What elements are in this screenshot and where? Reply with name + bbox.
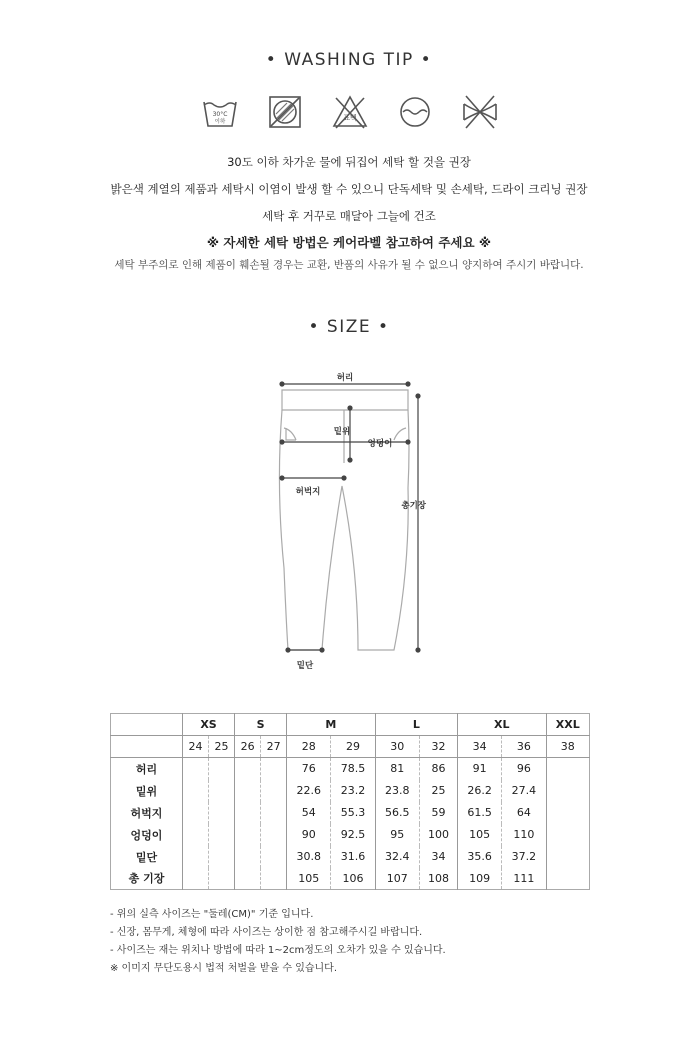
size-group-row xyxy=(111,714,590,736)
size-cell: 31.6 xyxy=(331,846,375,868)
size-cell: 95 xyxy=(375,824,419,846)
size-cell xyxy=(235,868,261,890)
group-xxl: XXL xyxy=(555,718,580,731)
label-hip: 엉덩이 xyxy=(367,439,393,449)
size-cell: 110 xyxy=(502,824,546,846)
size-25: 25 xyxy=(209,736,235,758)
size-cell xyxy=(235,824,261,846)
size-cell xyxy=(261,846,287,868)
wash-line-2: 밝은색 계열의 제품과 세탁시 이염이 발생 할 수 있으니 단독세탁 및 손세탁, 드라이 크리닝 권장 xyxy=(110,182,588,196)
label-hem: 밑단 xyxy=(296,661,314,671)
washing-tip-title: • WASHING TIP • xyxy=(265,50,433,70)
size-30: 30 xyxy=(375,736,419,758)
wash-line-1: 30도 이하 차가운 물에 뒤집어 세탁 할 것을 권장 xyxy=(227,155,471,169)
size-36: 36 xyxy=(502,736,546,758)
svg-text:표백: 표백 xyxy=(343,114,357,122)
size-cell xyxy=(235,780,261,802)
size-row-label: 허벅지 xyxy=(111,802,183,824)
size-cell: 25 xyxy=(419,780,457,802)
washing-icons xyxy=(200,92,500,132)
size-27: 27 xyxy=(261,736,287,758)
size-cell xyxy=(546,758,589,780)
hand-wash-icon xyxy=(395,92,435,132)
size-cell xyxy=(183,780,209,802)
label-rise: 밑위 xyxy=(333,427,351,437)
size-cell: 55.3 xyxy=(331,802,375,824)
size-number-row xyxy=(111,736,590,758)
size-cell: 27.4 xyxy=(502,780,546,802)
size-cell: 26.2 xyxy=(458,780,502,802)
size-cell xyxy=(261,868,287,890)
size-cell xyxy=(209,780,235,802)
note-3: - 사이즈는 재는 위치나 방법에 따라 1~2cm정도의 오차가 있을 수 있습니다. xyxy=(110,945,446,956)
corner-cell-2 xyxy=(111,736,183,758)
size-row-label: 총 기장 xyxy=(111,868,183,890)
size-cell: 23.2 xyxy=(331,780,375,802)
svg-text:30°C: 30°C xyxy=(212,111,228,118)
size-cell: 96 xyxy=(502,758,546,780)
size-cell: 56.5 xyxy=(375,802,419,824)
size-cell xyxy=(235,846,261,868)
size-cell: 92.5 xyxy=(331,824,375,846)
size-cell xyxy=(546,780,589,802)
size-32: 32 xyxy=(419,736,457,758)
svg-text:이하: 이하 xyxy=(214,119,226,125)
size-cell: 22.6 xyxy=(287,780,331,802)
size-cell xyxy=(261,758,287,780)
size-cell: 107 xyxy=(375,868,419,890)
group-xs: XS xyxy=(183,714,235,736)
size-row-label: 밑단 xyxy=(111,846,183,868)
note-4: ※ 이미지 무단도용시 법적 처벌을 받을 수 있습니다. xyxy=(110,963,338,974)
size-cell xyxy=(183,824,209,846)
size-cell: 23.8 xyxy=(375,780,419,802)
size-row xyxy=(111,758,590,780)
size-cell: 30.8 xyxy=(287,846,331,868)
size-cell: 54 xyxy=(287,802,331,824)
size-cell xyxy=(183,868,209,890)
no-iron-icon xyxy=(460,92,500,132)
size-row xyxy=(111,824,590,846)
label-waist: 허리 xyxy=(336,373,354,383)
group-xl: XL xyxy=(458,714,547,736)
size-cell xyxy=(209,846,235,868)
size-28: 28 xyxy=(287,736,331,758)
size-cell: 91 xyxy=(458,758,502,780)
size-cell xyxy=(546,846,589,868)
size-cell: 105 xyxy=(458,824,502,846)
size-cell: 59 xyxy=(419,802,457,824)
size-cell xyxy=(261,824,287,846)
size-34: 34 xyxy=(458,736,502,758)
size-cell xyxy=(209,802,235,824)
size-row xyxy=(111,802,590,824)
size-cell xyxy=(183,846,209,868)
size-row xyxy=(111,846,590,868)
size-title: • SIZE • xyxy=(308,317,390,337)
size-cell xyxy=(546,802,589,824)
size-row-label: 밑위 xyxy=(111,780,183,802)
no-tumble-dry-icon xyxy=(265,92,305,132)
size-cell: 86 xyxy=(419,758,457,780)
size-cell xyxy=(235,758,261,780)
size-cell xyxy=(183,758,209,780)
size-cell: 105 xyxy=(287,868,331,890)
size-cell: 76 xyxy=(287,758,331,780)
size-row-label: 엉덩이 xyxy=(111,824,183,846)
size-cell: 90 xyxy=(287,824,331,846)
size-cell xyxy=(546,868,589,890)
group-s: S xyxy=(235,714,287,736)
corner-cell xyxy=(111,714,183,736)
group-l: L xyxy=(375,714,457,736)
size-cell: 35.6 xyxy=(458,846,502,868)
size-table-body xyxy=(111,758,590,890)
size-cell xyxy=(235,802,261,824)
wash-line-3: 세탁 후 거꾸로 매달아 그늘에 건조 xyxy=(262,209,436,223)
size-cell: 64 xyxy=(502,802,546,824)
wash-30-icon xyxy=(200,92,240,132)
size-cell: 111 xyxy=(502,868,546,890)
size-cell: 108 xyxy=(419,868,457,890)
wash-disclaimer: 세탁 부주의로 인해 제품이 훼손될 경우는 교환, 반품의 사유가 될 수 없으니 양지하여 주시기 바랍니다. xyxy=(114,259,584,271)
size-cell: 81 xyxy=(375,758,419,780)
size-cell xyxy=(209,868,235,890)
label-length: 총기장 xyxy=(401,501,426,511)
size-24: 24 xyxy=(183,736,209,758)
size-notes xyxy=(110,908,590,980)
size-cell xyxy=(209,824,235,846)
size-cell: 109 xyxy=(458,868,502,890)
size-cell: 78.5 xyxy=(331,758,375,780)
note-2: - 신장, 몸무게, 체형에 따라 사이즈는 상이한 점 참고해주시길 바랍니다. xyxy=(110,927,423,938)
size-cell: 34 xyxy=(419,846,457,868)
size-cell xyxy=(209,758,235,780)
size-38: 38 xyxy=(560,740,575,753)
note-1: - 위의 실측 사이즈는 "둘레(CM)" 기준 입니다. xyxy=(110,909,314,920)
size-row-label: 허리 xyxy=(111,758,183,780)
no-bleach-icon xyxy=(330,92,370,132)
size-cell xyxy=(261,802,287,824)
label-thigh: 허벅지 xyxy=(295,487,321,497)
size-cell xyxy=(183,802,209,824)
size-cell xyxy=(261,780,287,802)
size-cell xyxy=(546,824,589,846)
group-m: M xyxy=(287,714,376,736)
pants-diagram xyxy=(270,368,430,678)
size-cell: 61.5 xyxy=(458,802,502,824)
size-table xyxy=(110,713,590,890)
size-26: 26 xyxy=(235,736,261,758)
size-row xyxy=(111,780,590,802)
size-cell: 37.2 xyxy=(502,846,546,868)
size-row xyxy=(111,868,590,890)
washing-instructions xyxy=(0,155,698,285)
wash-care-label-note: ※ 자세한 세탁 방법은 케어라벨 참고하여 주세요 ※ xyxy=(206,235,492,250)
size-cell: 100 xyxy=(419,824,457,846)
size-29: 29 xyxy=(331,736,375,758)
size-cell: 106 xyxy=(331,868,375,890)
size-cell: 32.4 xyxy=(375,846,419,868)
